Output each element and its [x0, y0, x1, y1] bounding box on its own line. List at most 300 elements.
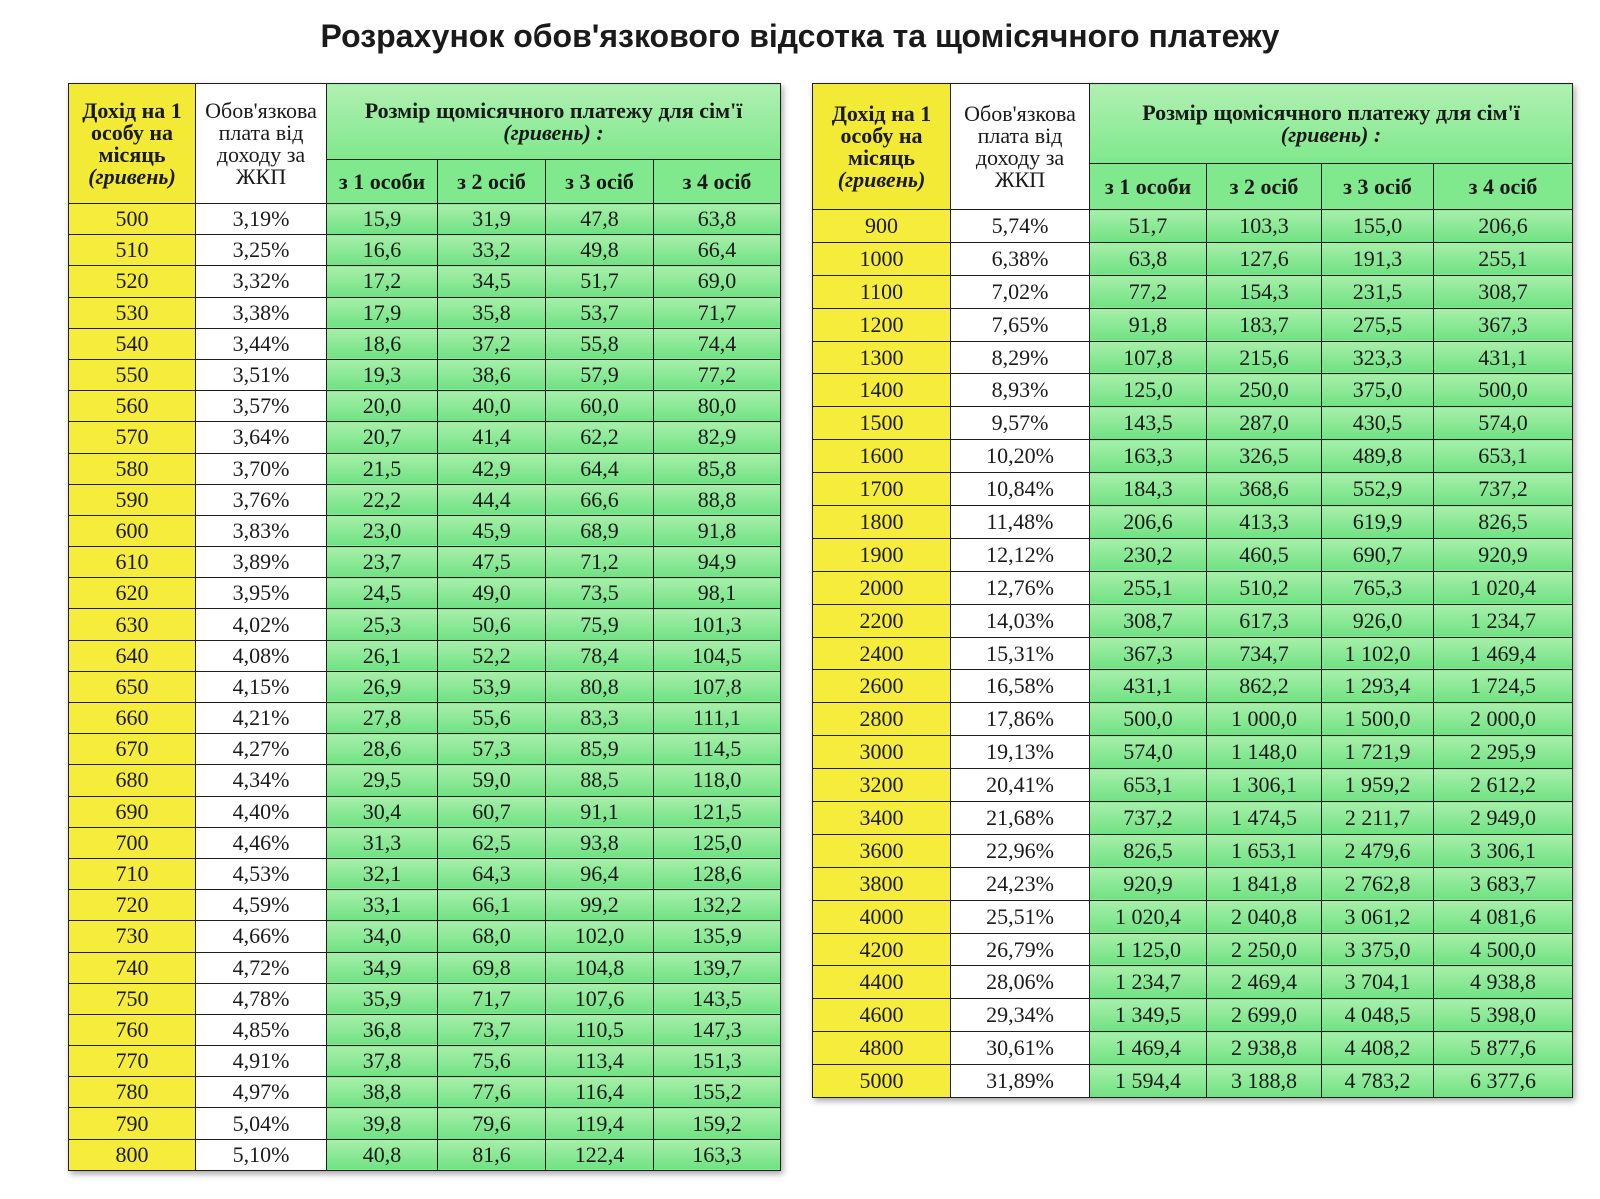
income-cell: 1200 [813, 308, 951, 341]
rate-header [196, 84, 327, 204]
payment-2-cell: 66,1 [438, 890, 546, 921]
payment-2-cell: 2 250,0 [1207, 933, 1322, 966]
table-row [69, 890, 781, 921]
rate-cell: 7,02% [951, 275, 1090, 308]
payment-1-cell: 15,9 [327, 204, 438, 235]
rate-cell: 3,89% [196, 547, 327, 578]
rate-cell: 4,66% [196, 921, 327, 952]
income-cell: 3600 [813, 834, 951, 867]
payment-4-cell: 2 295,9 [1434, 736, 1573, 769]
payment-3-cell: 113,4 [546, 1046, 654, 1077]
payment-1-cell: 500,0 [1090, 703, 1207, 736]
income-cell: 510 [69, 235, 196, 266]
payment-1-cell: 32,1 [327, 858, 438, 889]
payment-2-cell: 35,8 [438, 297, 546, 328]
rate-header-line: ЖКП [994, 166, 1046, 192]
rate-cell: 4,21% [196, 703, 327, 734]
income-cell: 580 [69, 453, 196, 484]
payment-2-cell: 62,5 [438, 827, 546, 858]
payment-1-cell: 23,7 [327, 547, 438, 578]
payment-2-cell: 57,3 [438, 734, 546, 765]
payment-3-cell: 68,9 [546, 515, 654, 546]
income-cell: 4800 [813, 1032, 951, 1065]
table-row [813, 407, 1573, 440]
payment-2-cell: 31,9 [438, 204, 546, 235]
table-row [69, 391, 781, 422]
payment-4-cell: 737,2 [1434, 473, 1573, 506]
payment-1-cell: 1 234,7 [1090, 966, 1207, 999]
income-header-line: Дохід на 1 [82, 97, 182, 123]
payment-3-cell: 1 959,2 [1322, 769, 1434, 802]
payment-4-cell: 367,3 [1434, 308, 1573, 341]
rate-cell: 5,10% [196, 1139, 327, 1170]
payment-1-cell: 206,6 [1090, 506, 1207, 539]
payment-4-cell: 80,0 [654, 391, 781, 422]
payment-4-cell: 91,8 [654, 515, 781, 546]
payment-3-cell: 1 102,0 [1322, 637, 1434, 670]
income-cell: 720 [69, 890, 196, 921]
payment-2-cell: 81,6 [438, 1139, 546, 1170]
payment-4-cell: 4 938,8 [1434, 966, 1573, 999]
income-cell: 780 [69, 1077, 196, 1108]
payment-4-cell: 143,5 [654, 983, 781, 1014]
table-row [813, 637, 1573, 670]
income-cell: 690 [69, 796, 196, 827]
rate-cell: 22,96% [951, 834, 1090, 867]
table-row [813, 275, 1573, 308]
payment-1-cell: 39,8 [327, 1108, 438, 1139]
payment-2-cell: 34,5 [438, 266, 546, 297]
payment-1-cell: 367,3 [1090, 637, 1207, 670]
persons-1-header: з 1 особи [1090, 164, 1207, 210]
table-row [813, 604, 1573, 637]
payment-2-cell: 79,6 [438, 1108, 546, 1139]
payment-1-cell: 28,6 [327, 734, 438, 765]
payment-4-cell: 1 469,4 [1434, 637, 1573, 670]
payment-4-cell: 139,7 [654, 952, 781, 983]
table-row [69, 547, 781, 578]
payment-2-cell: 53,9 [438, 671, 546, 702]
table-row [813, 308, 1573, 341]
payment-1-cell: 20,7 [327, 422, 438, 453]
payment-4-cell: 2 949,0 [1434, 802, 1573, 835]
income-header-line: Дохід на 1 [831, 100, 932, 126]
income-cell: 670 [69, 734, 196, 765]
payment-4-cell: 4 500,0 [1434, 933, 1573, 966]
income-cell: 500 [69, 204, 196, 235]
payment-4-cell: 69,0 [654, 266, 781, 297]
payment-3-cell: 57,9 [546, 359, 654, 390]
payment-3-cell: 80,8 [546, 671, 654, 702]
payment-3-cell: 690,7 [1322, 538, 1434, 571]
income-cell: 5000 [813, 1065, 951, 1098]
payment-1-cell: 35,9 [327, 983, 438, 1014]
payment-2-cell: 73,7 [438, 1014, 546, 1045]
rate-cell: 3,44% [196, 328, 327, 359]
payment-2-cell: 2 469,4 [1207, 966, 1322, 999]
income-cell: 610 [69, 547, 196, 578]
rate-header-line: доходу за [216, 141, 306, 167]
payment-4-cell: 147,3 [654, 1014, 781, 1045]
income-cell: 1500 [813, 407, 951, 440]
payment-1-cell: 26,1 [327, 640, 438, 671]
table-row [813, 933, 1573, 966]
income-header-line: особу на [90, 119, 174, 145]
payment-3-cell: 3 704,1 [1322, 966, 1434, 999]
income-cell: 560 [69, 391, 196, 422]
payment-4-cell: 77,2 [654, 359, 781, 390]
rate-cell: 3,70% [196, 453, 327, 484]
payment-3-cell: 88,5 [546, 765, 654, 796]
payment-4-cell: 920,9 [1434, 538, 1573, 571]
payment-4-cell: 82,9 [654, 422, 781, 453]
payment-2-cell: 75,6 [438, 1046, 546, 1077]
table-row [813, 1032, 1573, 1065]
payment-4-cell: 2 612,2 [1434, 769, 1573, 802]
payment-2-cell: 1 474,5 [1207, 802, 1322, 835]
table-row [813, 802, 1573, 835]
payment-1-cell: 34,9 [327, 952, 438, 983]
payment-4-cell: 3 683,7 [1434, 867, 1573, 900]
income-cell: 1000 [813, 242, 951, 275]
payment-4-cell: 431,1 [1434, 341, 1573, 374]
payment-1-cell: 1 469,4 [1090, 1032, 1207, 1065]
payment-1-cell: 1 125,0 [1090, 933, 1207, 966]
payment-2-cell: 413,3 [1207, 506, 1322, 539]
payment-2-cell: 40,0 [438, 391, 546, 422]
income-cell: 790 [69, 1108, 196, 1139]
table-row [813, 966, 1573, 999]
payment-1-cell: 31,3 [327, 827, 438, 858]
payment-2-cell: 2 938,8 [1207, 1032, 1322, 1065]
payment-3-cell: 1 500,0 [1322, 703, 1434, 736]
payment-4-cell: 132,2 [654, 890, 781, 921]
rate-cell: 11,48% [951, 506, 1090, 539]
payment-3-cell: 375,0 [1322, 374, 1434, 407]
rate-cell: 9,57% [951, 407, 1090, 440]
table-row [69, 640, 781, 671]
rate-cell: 4,72% [196, 952, 327, 983]
table-row [69, 235, 781, 266]
table-row [69, 578, 781, 609]
income-cell: 1800 [813, 506, 951, 539]
rate-cell: 21,68% [951, 802, 1090, 835]
rate-header-line: плата від [977, 122, 1063, 148]
table-row [813, 506, 1573, 539]
payment-4-cell: 74,4 [654, 328, 781, 359]
income-cell: 570 [69, 422, 196, 453]
payment-1-cell: 63,8 [1090, 242, 1207, 275]
payment-4-cell: 114,5 [654, 734, 781, 765]
table-row [813, 210, 1573, 243]
payment-3-cell: 96,4 [546, 858, 654, 889]
rate-cell: 8,93% [951, 374, 1090, 407]
rate-cell: 12,76% [951, 571, 1090, 604]
payment-1-cell: 38,8 [327, 1077, 438, 1108]
rate-cell: 3,64% [196, 422, 327, 453]
rate-cell: 3,38% [196, 297, 327, 328]
payment-2-cell: 1 000,0 [1207, 703, 1322, 736]
table-row [69, 734, 781, 765]
rate-header [951, 84, 1090, 210]
payment-1-cell: 18,6 [327, 328, 438, 359]
payment-4-cell: 66,4 [654, 235, 781, 266]
payment-1-cell: 91,8 [1090, 308, 1207, 341]
rate-cell: 24,23% [951, 867, 1090, 900]
income-cell: 3800 [813, 867, 951, 900]
payment-1-cell: 20,0 [327, 391, 438, 422]
payment-4-cell: 653,1 [1434, 440, 1573, 473]
rate-cell: 3,51% [196, 359, 327, 390]
payment-2-cell: 69,8 [438, 952, 546, 983]
payment-4-cell: 85,8 [654, 453, 781, 484]
payment-2-cell: 50,6 [438, 609, 546, 640]
income-cell: 620 [69, 578, 196, 609]
payment-1-cell: 737,2 [1090, 802, 1207, 835]
payment-4-cell: 88,8 [654, 484, 781, 515]
payment-4-cell: 125,0 [654, 827, 781, 858]
rate-cell: 4,02% [196, 609, 327, 640]
rate-cell: 19,13% [951, 736, 1090, 769]
payment-2-cell: 52,2 [438, 640, 546, 671]
payment-4-cell: 107,8 [654, 671, 781, 702]
payment-header [1090, 84, 1573, 164]
table-row [69, 297, 781, 328]
income-cell: 4000 [813, 900, 951, 933]
payment-1-cell: 1 020,4 [1090, 900, 1207, 933]
payment-4-cell: 159,2 [654, 1108, 781, 1139]
payment-1-cell: 1 349,5 [1090, 999, 1207, 1032]
income-cell: 4600 [813, 999, 951, 1032]
payment-4-cell: 71,7 [654, 297, 781, 328]
payment-1-cell: 143,5 [1090, 407, 1207, 440]
payment-3-cell: 4 048,5 [1322, 999, 1434, 1032]
payment-4-cell: 2 000,0 [1434, 703, 1573, 736]
payment-1-cell: 184,3 [1090, 473, 1207, 506]
page-title: Розрахунок обов'язкового відсотка та щомісячного платежу [320, 18, 1280, 54]
table-row [813, 736, 1573, 769]
payment-3-cell: 47,8 [546, 204, 654, 235]
payment-3-cell: 110,5 [546, 1014, 654, 1045]
payment-2-cell: 41,4 [438, 422, 546, 453]
payment-3-cell: 191,3 [1322, 242, 1434, 275]
persons-4-header: з 4 осіб [1434, 164, 1573, 210]
payment-3-cell: 552,9 [1322, 473, 1434, 506]
payment-2-cell: 77,6 [438, 1077, 546, 1108]
income-cell: 2000 [813, 571, 951, 604]
payment-3-cell: 231,5 [1322, 275, 1434, 308]
payment-3-cell: 85,9 [546, 734, 654, 765]
payment-3-cell: 91,1 [546, 796, 654, 827]
payment-3-cell: 66,6 [546, 484, 654, 515]
payment-4-cell: 135,9 [654, 921, 781, 952]
payment-4-cell: 5 398,0 [1434, 999, 1573, 1032]
income-cell: 760 [69, 1014, 196, 1045]
payment-1-cell: 125,0 [1090, 374, 1207, 407]
payment-1-cell: 77,2 [1090, 275, 1207, 308]
payment-2-cell: 44,4 [438, 484, 546, 515]
payment-4-cell: 121,5 [654, 796, 781, 827]
income-header-line: місяць [98, 141, 166, 167]
payment-4-cell: 6 377,6 [1434, 1065, 1573, 1098]
payment-4-cell: 4 081,6 [1434, 900, 1573, 933]
payment-4-cell: 574,0 [1434, 407, 1573, 440]
payment-header-unit: (гривень) : [1280, 121, 1382, 147]
table-row [813, 769, 1573, 802]
rate-cell: 16,58% [951, 670, 1090, 703]
payment-4-cell: 1 020,4 [1434, 571, 1573, 604]
payment-3-cell: 430,5 [1322, 407, 1434, 440]
income-header-unit: (гривень) [837, 166, 926, 192]
payment-3-cell: 1 721,9 [1322, 736, 1434, 769]
payment-3-cell: 93,8 [546, 827, 654, 858]
rate-cell: 3,95% [196, 578, 327, 609]
payment-2-cell: 215,6 [1207, 341, 1322, 374]
income-cell: 1900 [813, 538, 951, 571]
payment-1-cell: 19,3 [327, 359, 438, 390]
table-row [813, 1065, 1573, 1098]
table-row [69, 422, 781, 453]
table-row [69, 1046, 781, 1077]
income-cell: 650 [69, 671, 196, 702]
payment-2-cell: 862,2 [1207, 670, 1322, 703]
income-cell: 600 [69, 515, 196, 546]
payment-2-cell: 38,6 [438, 359, 546, 390]
rate-cell: 4,08% [196, 640, 327, 671]
table-row [69, 1077, 781, 1108]
payment-1-cell: 653,1 [1090, 769, 1207, 802]
rate-cell: 26,79% [951, 933, 1090, 966]
income-cell: 1300 [813, 341, 951, 374]
income-cell: 660 [69, 703, 196, 734]
rate-header-line: Обов'язкова [205, 97, 317, 123]
payment-1-cell: 25,3 [327, 609, 438, 640]
income-cell: 1600 [813, 440, 951, 473]
rate-cell: 4,40% [196, 796, 327, 827]
payment-4-cell: 255,1 [1434, 242, 1573, 275]
payment-table-left [68, 83, 781, 1171]
payment-1-cell: 920,9 [1090, 867, 1207, 900]
payment-4-cell: 111,1 [654, 703, 781, 734]
table-row [813, 703, 1573, 736]
payment-1-cell: 34,0 [327, 921, 438, 952]
payment-2-cell: 59,0 [438, 765, 546, 796]
payment-3-cell: 51,7 [546, 266, 654, 297]
payment-1-cell: 17,9 [327, 297, 438, 328]
rate-header-line: ЖКП [235, 163, 287, 189]
payment-4-cell: 98,1 [654, 578, 781, 609]
rate-cell: 4,85% [196, 1014, 327, 1045]
income-cell: 630 [69, 609, 196, 640]
payment-1-cell: 22,2 [327, 484, 438, 515]
payment-4-cell: 308,7 [1434, 275, 1573, 308]
table-row [813, 538, 1573, 571]
persons-3-header: з 3 осіб [1322, 164, 1434, 210]
payment-2-cell: 734,7 [1207, 637, 1322, 670]
payment-3-cell: 3 375,0 [1322, 933, 1434, 966]
payment-3-cell: 104,8 [546, 952, 654, 983]
income-cell: 3000 [813, 736, 951, 769]
payment-2-cell: 287,0 [1207, 407, 1322, 440]
payment-3-cell: 155,0 [1322, 210, 1434, 243]
income-cell: 520 [69, 266, 196, 297]
payment-3-cell: 71,2 [546, 547, 654, 578]
income-cell: 1100 [813, 275, 951, 308]
payment-3-cell: 62,2 [546, 422, 654, 453]
payment-2-cell: 1 653,1 [1207, 834, 1322, 867]
rate-cell: 4,78% [196, 983, 327, 1014]
payment-2-cell: 368,6 [1207, 473, 1322, 506]
payment-3-cell: 119,4 [546, 1108, 654, 1139]
table-row [69, 1014, 781, 1045]
income-cell: 540 [69, 328, 196, 359]
table-row [69, 609, 781, 640]
payment-table-right [812, 83, 1573, 1098]
table-row [69, 266, 781, 297]
table-row [813, 242, 1573, 275]
payment-1-cell: 230,2 [1090, 538, 1207, 571]
persons-2-header: з 2 осіб [438, 160, 546, 204]
payment-2-cell: 49,0 [438, 578, 546, 609]
payment-4-cell: 101,3 [654, 609, 781, 640]
payment-1-cell: 826,5 [1090, 834, 1207, 867]
payment-4-cell: 104,5 [654, 640, 781, 671]
income-cell: 800 [69, 1139, 196, 1170]
table-row [69, 453, 781, 484]
table-row [69, 921, 781, 952]
income-cell: 2200 [813, 604, 951, 637]
income-cell: 3200 [813, 769, 951, 802]
payment-1-cell: 16,6 [327, 235, 438, 266]
persons-3-header: з 3 осіб [546, 160, 654, 204]
payment-4-cell: 1 234,7 [1434, 604, 1573, 637]
rate-cell: 15,31% [951, 637, 1090, 670]
income-header-line: місяць [847, 144, 916, 170]
rate-cell: 3,32% [196, 266, 327, 297]
payment-4-cell: 94,9 [654, 547, 781, 578]
payment-2-cell: 64,3 [438, 858, 546, 889]
rate-cell: 29,34% [951, 999, 1090, 1032]
payment-3-cell: 2 762,8 [1322, 867, 1434, 900]
table-row [69, 1139, 781, 1170]
table-row [813, 900, 1573, 933]
payment-3-cell: 49,8 [546, 235, 654, 266]
rate-header-line: Обов'язкова [964, 100, 1076, 126]
income-cell: 2800 [813, 703, 951, 736]
payment-1-cell: 24,5 [327, 578, 438, 609]
payment-2-cell: 71,7 [438, 983, 546, 1014]
rate-cell: 28,06% [951, 966, 1090, 999]
payment-1-cell: 308,7 [1090, 604, 1207, 637]
payment-1-cell: 29,5 [327, 765, 438, 796]
payment-4-cell: 151,3 [654, 1046, 781, 1077]
payment-2-cell: 250,0 [1207, 374, 1322, 407]
payment-1-cell: 37,8 [327, 1046, 438, 1077]
income-cell: 900 [813, 210, 951, 243]
payment-1-cell: 163,3 [1090, 440, 1207, 473]
payment-header [327, 84, 781, 160]
rate-cell: 4,59% [196, 890, 327, 921]
payment-3-cell: 2 211,7 [1322, 802, 1434, 835]
income-header [69, 84, 196, 204]
payment-3-cell: 122,4 [546, 1139, 654, 1170]
rate-header-line: доходу за [975, 144, 1065, 170]
payment-3-cell: 99,2 [546, 890, 654, 921]
payment-3-cell: 3 061,2 [1322, 900, 1434, 933]
payment-2-cell: 326,5 [1207, 440, 1322, 473]
income-cell: 550 [69, 359, 196, 390]
rate-cell: 3,25% [196, 235, 327, 266]
